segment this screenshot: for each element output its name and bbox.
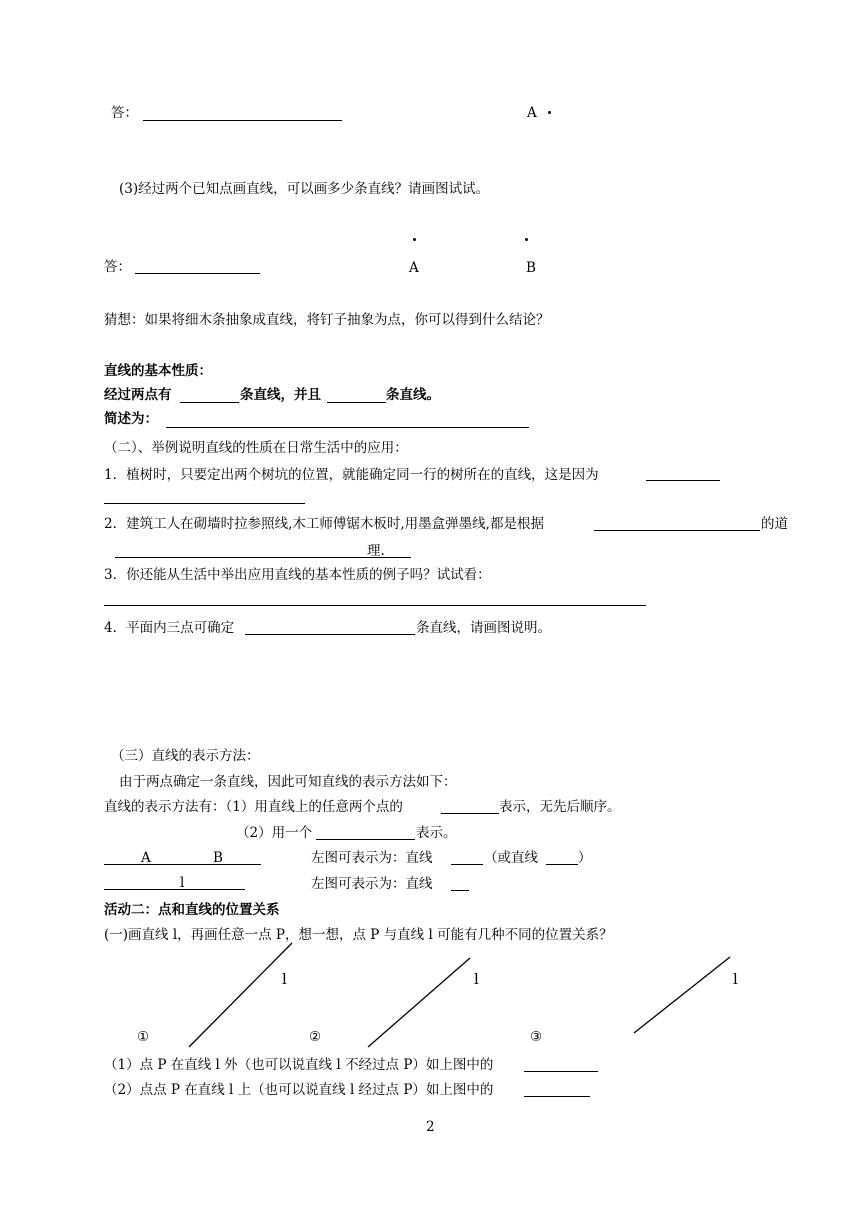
rep-1: 直线的表示方法有：（1）用直线上的任意两个点的 — [104, 799, 403, 815]
property-line-1: 经过两点有 — [104, 387, 172, 403]
position-1: （1）点 P 在直线 l 外（也可以说直线 l 不经过点 P）如上图中的 — [104, 1057, 494, 1073]
answer-label-2: 答： — [104, 259, 131, 275]
point-a-label: A — [527, 105, 537, 121]
figure-3-marker: ③ — [530, 1029, 543, 1045]
section-3-intro: 由于两点确定一条直线，因此可知直线的表示方法如下： — [119, 774, 457, 790]
figure-3-line-label: l — [733, 970, 738, 988]
item-4-tail: 条直线，请画图说明。 — [416, 620, 551, 636]
rep-2-tail: 表示。 — [416, 825, 457, 841]
property-line-2: 条直线，并且 — [240, 387, 321, 403]
item-1: 1．植树时，只要定出两个树坑的位置，就能确定同一行的树所在的直线，这是因为 — [104, 467, 599, 483]
item-4: 4．平面内三点可确定 — [104, 620, 235, 636]
position-1-blank[interactable] — [524, 1071, 598, 1072]
figure-line-l-label: l — [180, 875, 185, 891]
figure-1-marker: ① — [137, 1029, 150, 1045]
left-figure-2: 左图可表示为：直线 — [311, 876, 433, 892]
question-3: (3)经过两个已知点画直线，可以画多少条直线？请画图试试。 — [119, 181, 490, 197]
section-3-heading: （三）直线的表示方法： — [111, 748, 260, 764]
figure-2-line — [368, 958, 470, 1047]
left-figure-1-end: ） — [578, 850, 592, 866]
page-number: 2 — [426, 1119, 435, 1135]
figure-point-a: A — [141, 850, 151, 866]
figure-1-line-label: l — [282, 970, 287, 988]
section-2-heading: （二）、举例说明直线的性质在日常生活中的应用： — [104, 440, 408, 456]
left-figure-1: 左图可表示为：直线 — [311, 850, 433, 866]
item-2-end: 理. — [367, 543, 385, 559]
item-2-tail: 的道 — [761, 516, 788, 532]
rep-1-tail: 表示，无先后顺序。 — [499, 799, 621, 815]
property-heading: 直线的基本性质： — [104, 363, 212, 379]
activity-question: (一)画直线 l，再画任意一点 P，想一想，点 P 与直线 l 可能有几种不同的位置关系？ — [104, 927, 613, 943]
brief-label: 简述为： — [104, 411, 158, 427]
position-2-blank[interactable] — [524, 1096, 590, 1097]
item-2: 2．建筑工人在砌墙时拉参照线,木工师傅锯木板时,用墨盒弹墨线,都是根据 — [104, 516, 544, 532]
position-2: （2）点点 P 在直线 l 上（也可以说直线 l 经过点 P）如上图中的 — [104, 1082, 494, 1098]
property-line-3: 条直线。 — [386, 387, 440, 403]
figure-3-line — [634, 957, 730, 1033]
figure-2-line-label: l — [474, 970, 479, 988]
item-3: 3．你还能从生活中举出应用直线的基本性质的例子吗？试试看： — [104, 567, 491, 583]
point-a2-label: A — [409, 260, 419, 276]
guess-text: 猜想：如果将细木条抽象成直线，将钉子抽象为点，你可以得到什么结论？ — [104, 312, 550, 328]
answer-label: 答： — [111, 105, 138, 121]
left-figure-1-mid: （或直线 — [484, 850, 538, 866]
figure-point-b: B — [213, 850, 223, 866]
figure-1-line — [189, 943, 292, 1047]
rep-2: （2）用一个 — [236, 825, 313, 841]
activity-2-heading: 活动二：点和直线的位置关系 — [104, 902, 280, 918]
point-b2-label: B — [526, 260, 536, 276]
figure-2-marker: ② — [309, 1029, 322, 1045]
